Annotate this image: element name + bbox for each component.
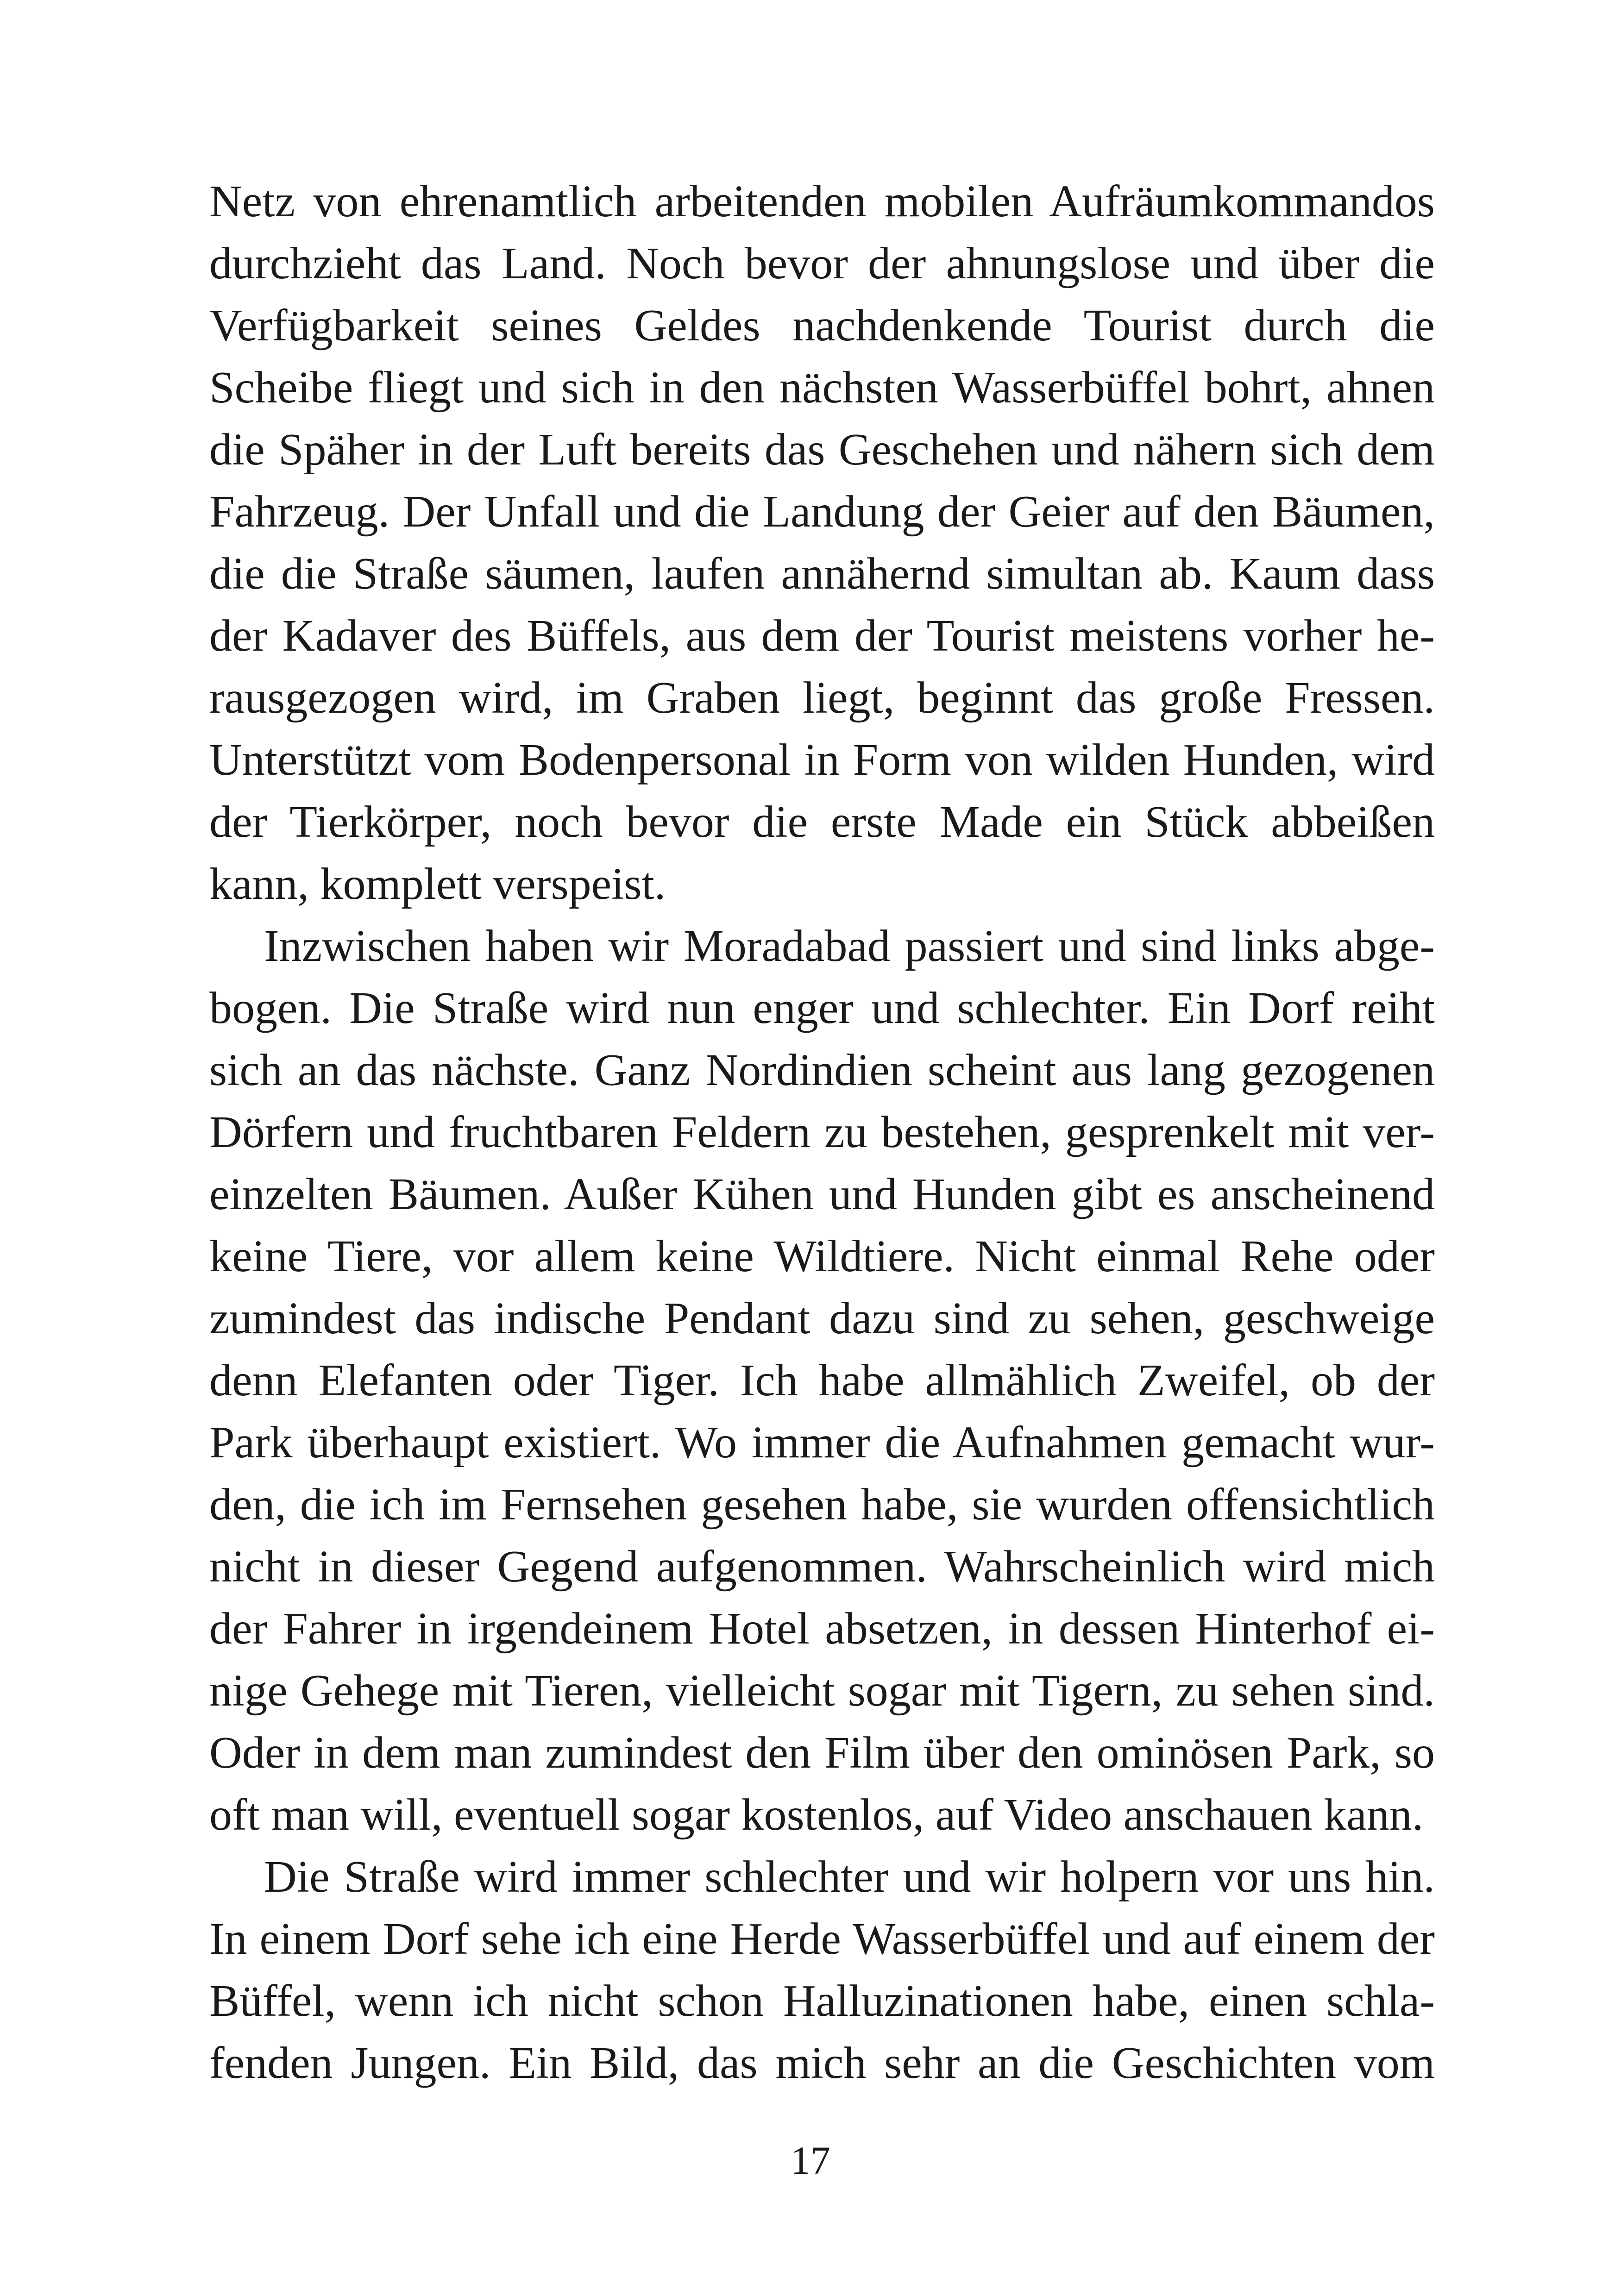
text-line: nige Gehege mit Tieren, vielleicht sogar mit Tigern, zu sehen sind.: [209, 1666, 1435, 1716]
text-line: In einem Dorf sehe ich eine Herde Wasserbüffel und auf einem der: [209, 1914, 1435, 1964]
text-line: Unterstützt vom Bodenpersonal in Form von wilden Hunden, wird: [209, 735, 1435, 785]
text-line: bogen. Die Straße wird nun enger und schlechter. Ein Dorf reiht: [209, 983, 1435, 1033]
text-line: Dörfern und fruchtbaren Feldern zu bestehen, gesprenkelt mit ver-: [209, 1107, 1435, 1157]
text-line: Inzwischen haben wir Moradabad passiert und sind links abge-: [264, 921, 1435, 971]
text-line: durchzieht das Land. Noch bevor der ahnungslose und über die: [209, 238, 1435, 289]
text-line: Verfügbarkeit seines Geldes nachdenkende Tourist durch die: [209, 301, 1435, 351]
text-line: Fahrzeug. Der Unfall und die Landung der Geier auf den Bäumen,: [209, 487, 1435, 537]
text-line: rausgezogen wird, im Graben liegt, beginnt das große Fressen.: [209, 673, 1435, 723]
text-line: nicht in dieser Gegend aufgenommen. Wahrscheinlich wird mich: [209, 1542, 1435, 1592]
text-line: Park überhaupt existiert. Wo immer die Aufnahmen gemacht wur-: [209, 1418, 1435, 1468]
text-line: zumindest das indische Pendant dazu sind zu sehen, geschweige: [209, 1293, 1435, 1343]
text-line: einzelten Bäumen. Außer Kühen und Hunden gibt es anscheinend: [209, 1169, 1435, 1219]
text-line: Büffel, wenn ich nicht schon Halluzinationen habe, einen schla-: [209, 1976, 1435, 2026]
text-line: kann, komplett verspeist.: [209, 859, 666, 909]
text-line: Oder in dem man zumindest den Film über den ominösen Park, so: [209, 1728, 1435, 1778]
text-line: Die Straße wird immer schlechter und wir holpern vor uns hin.: [264, 1852, 1435, 1902]
text-line: den, die ich im Fernsehen gesehen habe, sie wurden offensichtlich: [209, 1480, 1435, 1530]
text-line: fenden Jungen. Ein Bild, das mich sehr an die Geschichten vom: [209, 2038, 1435, 2088]
text-line: Scheibe fliegt und sich in den nächsten Wasserbüffel bohrt, ahnen: [209, 363, 1435, 413]
text-line: denn Elefanten oder Tiger. Ich habe allmählich Zweifel, ob der: [209, 1355, 1435, 1405]
text-line: der Kadaver des Büffels, aus dem der Tourist meistens vorher he-: [209, 611, 1435, 661]
text-line: sich an das nächste. Ganz Nordindien scheint aus lang gezogenen: [209, 1045, 1435, 1095]
page-number: 17: [791, 2138, 830, 2183]
text-line: keine Tiere, vor allem keine Wildtiere. Nicht einmal Rehe oder: [209, 1231, 1435, 1281]
text-line: der Tierkörper, noch bevor die erste Made ein Stück abbeißen: [209, 797, 1435, 847]
text-line: der Fahrer in irgendeinem Hotel absetzen, in dessen Hinterhof ei-: [209, 1604, 1435, 1654]
text-line: die Späher in der Luft bereits das Geschehen und nähern sich dem: [209, 425, 1435, 475]
text-line: Netz von ehrenamtlich arbeitenden mobilen Aufräumkommandos: [209, 176, 1435, 226]
text-line: oft man will, eventuell sogar kostenlos, auf Video anschauen kann.: [209, 1790, 1424, 1840]
text-line: die die Straße säumen, laufen annähernd simultan ab. Kaum dass: [209, 549, 1435, 599]
